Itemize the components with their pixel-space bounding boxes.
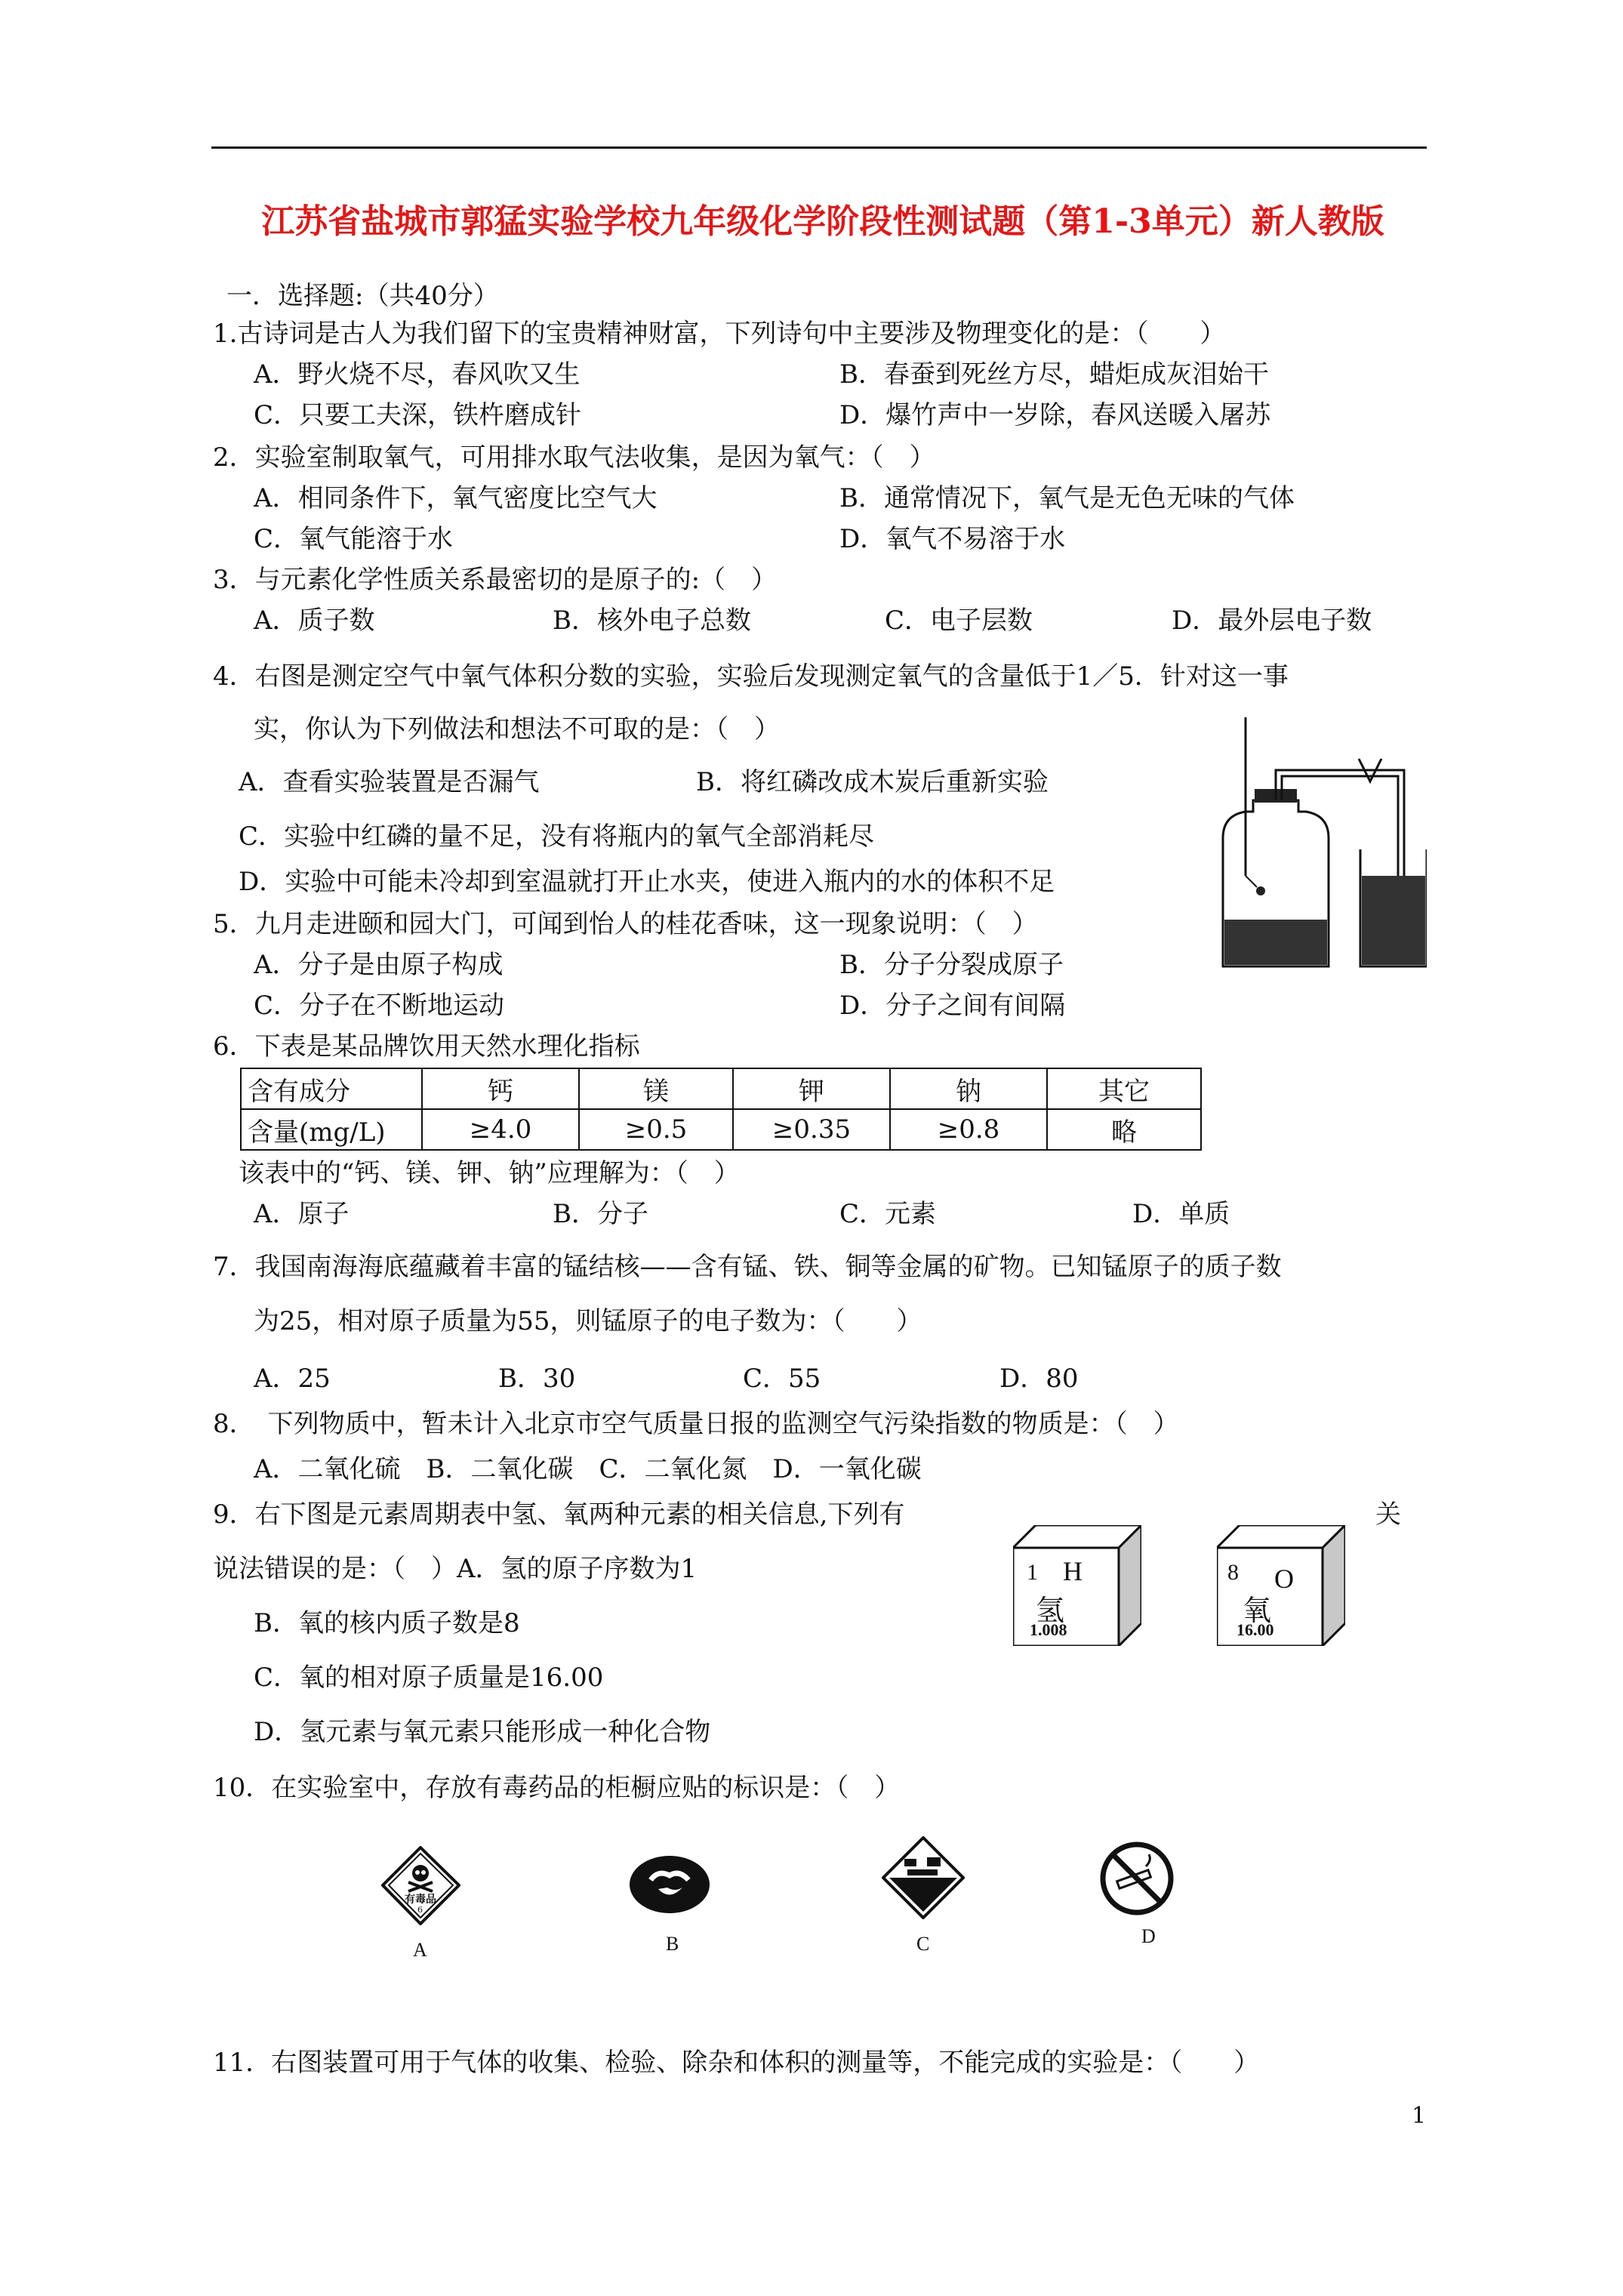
q4-stem-line1: 4．右图是测定空气中氧气体积分数的实验，实验后发现测定氧气的含量低于1／5．针对这一事 [213,661,1289,692]
element-symbol: O [1274,1564,1294,1594]
toxic-sign-a [381,1846,460,1925]
sign-label-d: D [1141,1925,1156,1947]
q4-option-b: B．将红磷改成木炭后重新实验 [696,767,1049,797]
q5-option-c: C．分子在不断地运动 [254,991,505,1021]
sign-label-b: B [666,1933,679,1955]
q3-option-c: C．电子层数 [885,606,1033,636]
q5-option-d: D．分子之间有间隔 [839,991,1066,1021]
q9-stem-tail: 关 [1375,1499,1401,1530]
q9-option-b: B．氧的核内质子数是8 [254,1608,520,1638]
sign-label-c: C [916,1933,930,1955]
q1-option-c: C．只要工夫深，铁杵磨成针 [254,400,582,430]
sign-text: 有毒品 [405,1894,436,1906]
q3-stem: 3．与元素化学性质关系最密切的是原子的:（ ） [213,565,778,595]
q1-stem: 1.古诗词是古人为我们留下的宝贵精神财富，下列诗句中主要涉及物理变化的是：（ ） [213,319,1226,349]
section-heading: 一．选择题:（共40分） [226,281,499,311]
q6-option-d: D．单质 [1132,1199,1230,1229]
table-header-cell: 镁 [579,1068,733,1109]
q3-option-a: A．质子数 [254,606,375,636]
element-name: 氢 [1036,1594,1065,1627]
q5-option-a: A．分子是由原子构成 [254,950,504,980]
q6-option-c: C．元素 [839,1199,937,1229]
q2-option-a: A．相同条件下，氧气密度比空气大 [254,483,658,513]
table-header-cell: 含有成分 [241,1068,422,1109]
oxygen-element-card [1217,1525,1345,1646]
q2-option-d: D．氧气不易溶于水 [839,524,1066,554]
q1-option-b: B．春蚕到死丝方尽，蜡炬成灰泪始干 [839,359,1269,390]
q7-option-a: A．25 [254,1364,331,1394]
q7-stem-line1: 7．我国南海海底蕴藏着丰富的锰结核——含有锰、铁、铜等金属的矿物。已知锰原子的质子数 [213,1252,1282,1282]
table-header-cell: 钠 [890,1068,1047,1109]
table-row [241,1068,1201,1109]
q5-stem: 5．九月走进颐和园大门，可闻到怡人的桂花香味，这一现象说明：（ ） [213,909,1038,939]
table-cell: ≥0.35 [733,1109,890,1150]
table-cell: ≥0.8 [890,1109,1047,1150]
table-header-cell: 其它 [1047,1068,1201,1109]
q6-stem: 6．下表是某品牌饮用天然水理化指标 [213,1031,640,1062]
q8-stem: 8． 下列物质中，暂未计入北京市空气质量日报的监测空气污染指数的物质是：（ ） [213,1409,1179,1439]
q7-option-b: B．30 [498,1364,576,1394]
sign-number: 6 [417,1905,423,1915]
q9-stem-line2: 说法错误的是：（ ）A．氢的原子序数为1 [213,1554,698,1584]
atomic-mass: 16.00 [1236,1620,1274,1639]
water-spec-table [240,1068,1202,1151]
q6-option-a: A．原子 [254,1199,350,1229]
q10-stem: 10．在实验室中，存放有毒药品的柜橱应贴的标识是：（ ） [213,1773,901,1803]
q11-stem: 11．右图装置可用于气体的收集、检验、除杂和体积的测量等，不能完成的实验是：（ ） [213,2048,1260,2078]
q8-options: A．二氧化硫 B．二氧化碳 C．二氧化氮 D．一氧化碳 [254,1454,922,1484]
q3-option-d: D．最外层电子数 [1172,606,1372,636]
q4-stem-line2: 实，你认为下列做法和想法不可取的是：（ ） [254,714,780,744]
q2-option-b: B．通常情况下，氧气是无色无味的气体 [839,483,1295,513]
oxygen-apparatus-figure [1200,717,1427,974]
q2-option-c: C．氧气能溶于水 [254,524,454,554]
q9-option-c: C．氧的相对原子质量是16.00 [254,1663,604,1693]
atomic-number: 1 [1027,1560,1038,1585]
corrosive-icon [882,1836,965,1919]
table-row [241,1109,1201,1150]
q4-option-c: C．实验中红磷的量不足，没有将瓶内的氧气全部消耗尽 [239,821,875,852]
table-cell: 略 [1047,1109,1201,1150]
q1-option-a: A．野火烧不尽，春风吹又生 [254,359,581,390]
header-rule [211,146,1427,149]
element-symbol: H [1063,1556,1083,1586]
table-cell: 含量(mg/L) [241,1109,422,1150]
q4-option-a: A．查看实验装置是否漏气 [239,767,540,797]
page-title: 江苏省盐城市郭猛实验学校九年级化学阶段性测试题（第1-3单元）新人教版 [261,202,1384,241]
sign-b-icon [628,1854,711,1915]
element-name: 氧 [1243,1594,1272,1627]
q7-stem-line2: 为25，相对原子质量为55，则锰原子的电子数为：（ ） [254,1306,922,1336]
q9-option-d: D．氢元素与氧元素只能形成一种化合物 [254,1717,711,1747]
q9-stem-line1: 9．右下图是元素周期表中氢、氧两种元素的相关信息,下列有 [213,1499,905,1530]
page-number: 1 [1412,2103,1427,2129]
sign-label-a: A [413,1939,427,1961]
q2-stem: 2．实验室制取氧气，可用排水取气法收集，是因为氧气：（ ） [213,442,935,473]
no-smoking-icon [1099,1841,1175,1916]
q4-option-d: D．实验中可能未冷却到室温就打开止水夹，使进入瓶内的水的体积不足 [239,867,1055,897]
table-cell: ≥4.0 [422,1109,579,1150]
q1-option-d: D．爆竹声中一岁除，春风送暖入屠苏 [839,400,1271,430]
table-cell: ≥0.5 [579,1109,733,1150]
q5-option-b: B．分子分裂成原子 [839,950,1064,980]
q6-option-b: B．分子 [553,1199,648,1229]
q6-followup: 该表中的“钙、镁、钾、钠”应理解为：（ ） [239,1158,740,1188]
q3-option-b: B．核外电子总数 [553,606,751,636]
table-header-cell: 钙 [422,1068,579,1109]
table-header-cell: 钾 [733,1068,890,1109]
atomic-mass: 1.008 [1030,1620,1067,1639]
q7-option-c: C．55 [743,1364,821,1394]
q7-option-d: D．80 [999,1364,1079,1394]
hydrogen-element-card [1013,1525,1141,1646]
atomic-number: 8 [1227,1560,1239,1585]
